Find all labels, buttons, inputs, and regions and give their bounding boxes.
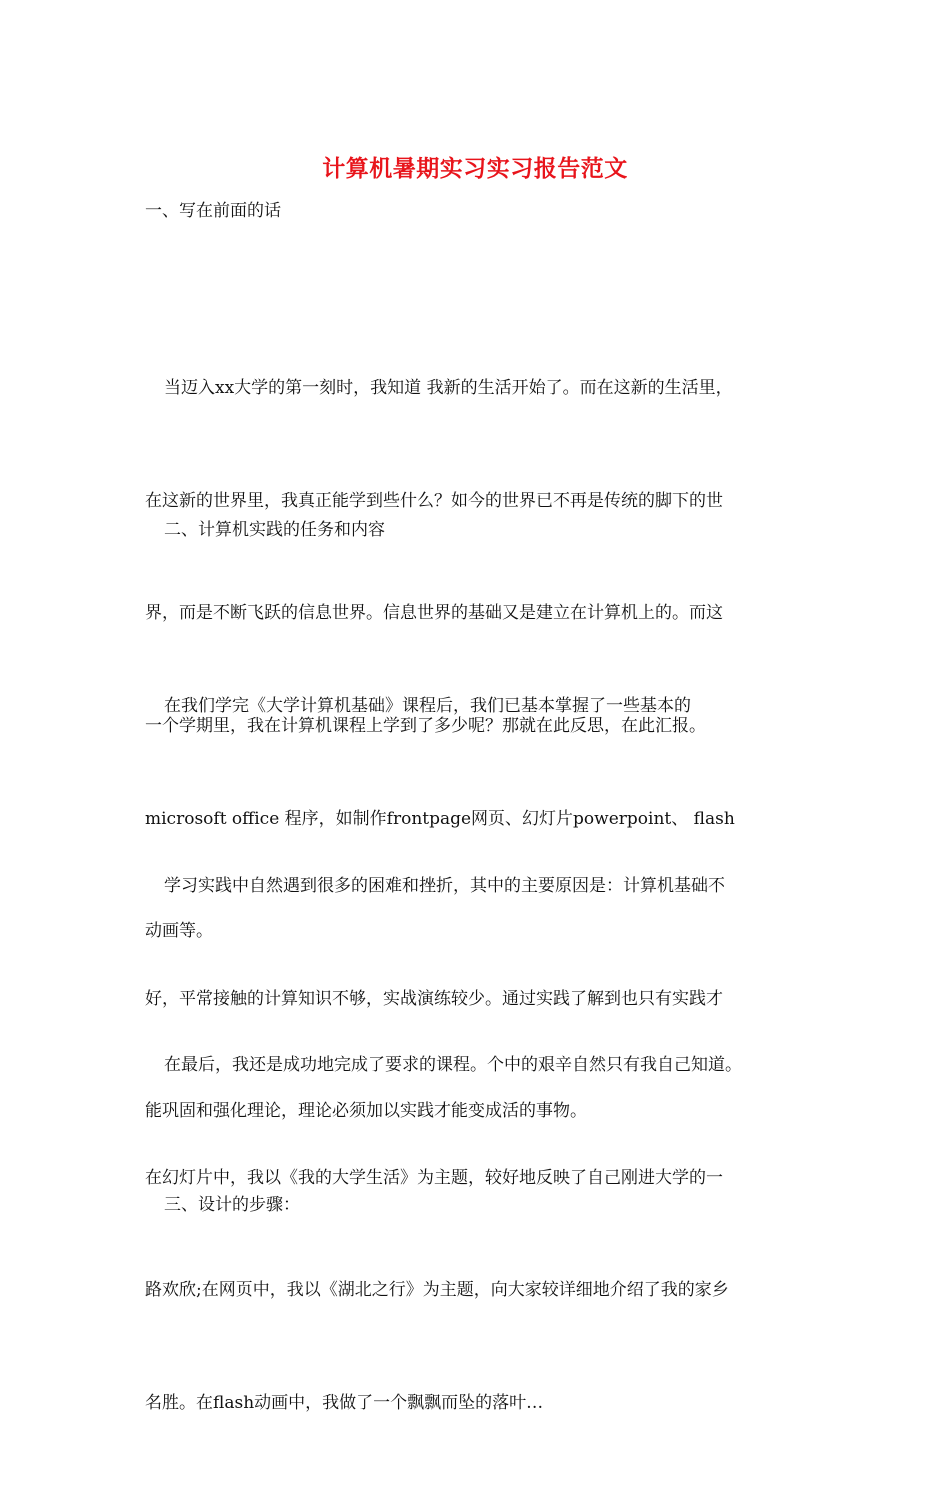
paragraph-line: 在幻灯片中，我以《我的大学生活》为主题，较好地反映了自己刚进大学的一 xyxy=(145,1167,723,1188)
paragraph-line: 在这新的世界里，我真正能学到些什么？如今的世界已不再是传统的脚下的世 xyxy=(145,490,723,511)
document-title: 计算机暑期实习实习报告范文 xyxy=(322,156,628,182)
paragraph-line: 能巩固和强化理论，理论必须加以实践才能变成活的事物。 xyxy=(145,1101,587,1121)
paragraph-line: 在我们学完《大学计算机基础》课程后，我们已基本掌握了一些基本的 xyxy=(164,696,691,716)
paragraph-line: 学习实践中自然遇到很多的困难和挫折，其中的主要原因是：计算机基础不 xyxy=(164,876,725,896)
section-heading-3: 三、设计的步骤： xyxy=(164,1195,300,1215)
section-heading-2: 二、计算机实践的任务和内容 xyxy=(164,520,385,540)
paragraph-line: 在最后，我还是成功地完成了要求的课程。个中的艰辛自然只有我自己知道。 xyxy=(164,1055,742,1075)
paragraph-line: 当迈入xx大学的第一刻时，我知道 我新的生活开始了。而在这新的生活里， xyxy=(164,378,733,398)
paragraph-line: 界，而是不断飞跃的信息世界。信息世界的基础又是建立在计算机上的。而这 xyxy=(145,603,723,623)
section-heading-1: 一、写在前面的话 xyxy=(145,201,281,221)
paragraph-line: 名胜。在flash动画中，我做了一个飘飘而坠的落叶… xyxy=(145,1392,544,1413)
paragraph-line: 一个学期里，我在计算机课程上学到了多少呢？那就在此反思，在此汇报。 xyxy=(145,715,706,736)
paragraph-line: 动画等。 xyxy=(145,921,213,941)
paragraph-line: 路欢欣;在网页中，我以《湖北之行》为主题，向大家较详细地介绍了我的家乡 xyxy=(145,1280,729,1300)
section2-paragraph-3 xyxy=(145,972,810,1497)
paragraph-line: microsoft office 程序，如制作frontpage网页、幻灯片powerpoint、 flash xyxy=(145,808,735,829)
paragraph-line: 好，平常接触的计算知识不够，实战演练较少。通过实践了解到也只有实践才 xyxy=(145,988,723,1009)
